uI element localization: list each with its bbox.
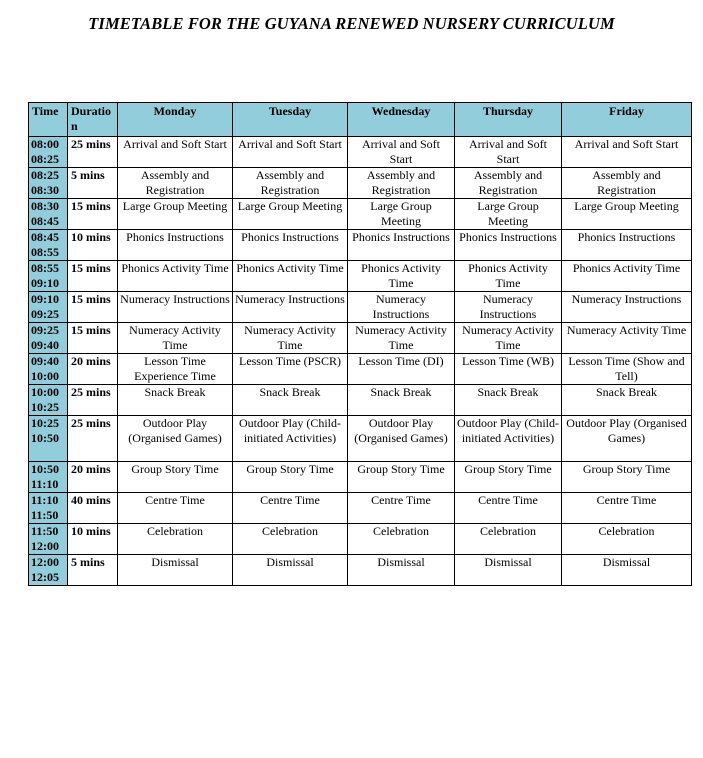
activity-cell-tuesday: Group Story Time [233, 462, 348, 493]
time-cell [29, 555, 68, 586]
activity-cell-thursday: Centre Time [455, 493, 562, 524]
activity-cell-monday: Centre Time [118, 493, 233, 524]
activity-cell-tuesday: Snack Break [233, 385, 348, 416]
start-time: 12:00 [31, 555, 59, 569]
activity-cell-tuesday: Arrival and Soft Start [233, 137, 348, 168]
activity-cell-friday: Large Group Meeting [562, 199, 692, 230]
activity-cell-monday: Group Story Time [118, 462, 233, 493]
start-time: 08:00 [31, 137, 59, 151]
activity-cell-tuesday: Celebration [233, 524, 348, 555]
duration-cell: 20 mins [68, 462, 118, 493]
activity-cell-thursday: Assembly and Registration [455, 168, 562, 199]
activity-cell-wednesday: Snack Break [348, 385, 455, 416]
duration-cell: 20 mins [68, 354, 118, 385]
activity-cell-wednesday: Dismissal [348, 555, 455, 586]
end-time: 08:55 [31, 245, 59, 259]
start-time: 09:40 [31, 354, 59, 368]
activity-cell-thursday: Numeracy Instructions [455, 292, 562, 323]
activity-cell-monday: Lesson Time Experience Time [118, 354, 233, 385]
activity-cell-wednesday: Numeracy Activity Time [348, 323, 455, 354]
activity-cell-thursday: Arrival and Soft Start [455, 137, 562, 168]
duration-cell: 25 mins [68, 385, 118, 416]
time-cell [29, 385, 68, 416]
activity-cell-monday: Phonics Instructions [118, 230, 233, 261]
start-time: 11:10 [31, 493, 59, 507]
activity-cell-thursday: Lesson Time (WB) [455, 354, 562, 385]
table-row [29, 524, 692, 555]
table-row [29, 168, 692, 199]
start-time: 09:25 [31, 323, 59, 337]
activity-cell-tuesday: Numeracy Activity Time [233, 323, 348, 354]
end-time: 08:45 [31, 214, 59, 228]
activity-cell-wednesday: Phonics Instructions [348, 230, 455, 261]
end-time: 11:10 [31, 477, 59, 491]
activity-cell-monday: Phonics Activity Time [118, 261, 233, 292]
activity-cell-wednesday: Assembly and Registration [348, 168, 455, 199]
activity-cell-friday: Dismissal [562, 555, 692, 586]
activity-cell-wednesday: Arrival and Soft Start [348, 137, 455, 168]
table-row [29, 493, 692, 524]
activity-cell-wednesday: Celebration [348, 524, 455, 555]
duration-cell: 25 mins [68, 137, 118, 168]
activity-cell-friday: Phonics Instructions [562, 230, 692, 261]
activity-cell-monday: Arrival and Soft Start [118, 137, 233, 168]
end-time: 09:40 [31, 338, 59, 352]
activity-cell-monday: Snack Break [118, 385, 233, 416]
activity-cell-monday: Dismissal [118, 555, 233, 586]
end-time: 12:00 [31, 539, 59, 553]
activity-cell-friday: Celebration [562, 524, 692, 555]
table-row [29, 354, 692, 385]
duration-cell: 40 mins [68, 493, 118, 524]
activity-cell-tuesday: Phonics Activity Time [233, 261, 348, 292]
activity-cell-monday: Numeracy Activity Time [118, 323, 233, 354]
activity-cell-thursday: Phonics Instructions [455, 230, 562, 261]
start-time: 08:45 [31, 230, 59, 244]
activity-cell-tuesday: Large Group Meeting [233, 199, 348, 230]
duration-cell: 15 mins [68, 292, 118, 323]
activity-cell-thursday: Outdoor Play (Child-initiated Activities) [455, 416, 562, 462]
time-column-header: Time [29, 103, 68, 137]
end-time: 08:25 [31, 152, 59, 166]
header-row [29, 103, 692, 137]
time-cell [29, 354, 68, 385]
time-cell [29, 230, 68, 261]
activity-cell-friday: Numeracy Activity Time [562, 323, 692, 354]
activity-cell-wednesday: Lesson Time (DI) [348, 354, 455, 385]
time-cell [29, 462, 68, 493]
start-time: 10:00 [31, 385, 59, 399]
duration-cell: 15 mins [68, 261, 118, 292]
activity-cell-tuesday: Assembly and Registration [233, 168, 348, 199]
activity-cell-thursday: Dismissal [455, 555, 562, 586]
duration-cell: 5 mins [68, 555, 118, 586]
start-time: 08:30 [31, 199, 59, 213]
day-header-friday: Friday [562, 103, 692, 137]
time-cell [29, 416, 68, 462]
activity-cell-friday: Arrival and Soft Start [562, 137, 692, 168]
activity-cell-thursday: Phonics Activity Time [455, 261, 562, 292]
activity-cell-tuesday: Dismissal [233, 555, 348, 586]
duration-cell: 15 mins [68, 323, 118, 354]
table-row [29, 323, 692, 354]
activity-cell-wednesday: Numeracy Instructions [348, 292, 455, 323]
activity-cell-thursday: Large Group Meeting [455, 199, 562, 230]
table-row [29, 261, 692, 292]
activity-cell-monday: Assembly and Registration [118, 168, 233, 199]
duration-cell: 15 mins [68, 199, 118, 230]
activity-cell-friday: Phonics Activity Time [562, 261, 692, 292]
start-time: 10:25 [31, 416, 59, 430]
activity-cell-friday: Assembly and Registration [562, 168, 692, 199]
activity-cell-friday: Centre Time [562, 493, 692, 524]
activity-cell-monday: Numeracy Instructions [118, 292, 233, 323]
table-row [29, 385, 692, 416]
duration-column-header: Duration [68, 103, 118, 137]
time-cell [29, 323, 68, 354]
activity-cell-monday: Outdoor Play (Organised Games) [118, 416, 233, 462]
table-row [29, 555, 692, 586]
time-cell [29, 261, 68, 292]
table-row [29, 292, 692, 323]
end-time: 09:10 [31, 276, 59, 290]
start-time: 08:55 [31, 261, 59, 275]
activity-cell-tuesday: Centre Time [233, 493, 348, 524]
end-time: 11:50 [31, 508, 59, 522]
table-row [29, 416, 692, 462]
day-header-wednesday: Wednesday [348, 103, 455, 137]
start-time: 08:25 [31, 168, 59, 182]
time-cell [29, 168, 68, 199]
activity-cell-friday: Outdoor Play (Organised Games) [562, 416, 692, 462]
activity-cell-wednesday: Phonics Activity Time [348, 261, 455, 292]
activity-cell-wednesday: Centre Time [348, 493, 455, 524]
time-cell [29, 292, 68, 323]
activity-cell-tuesday: Lesson Time (PSCR) [233, 354, 348, 385]
time-cell [29, 524, 68, 555]
activity-cell-tuesday: Numeracy Instructions [233, 292, 348, 323]
end-time: 10:25 [31, 400, 59, 414]
table-row [29, 230, 692, 261]
activity-cell-wednesday: Outdoor Play (Organised Games) [348, 416, 455, 462]
start-time: 10:50 [31, 462, 59, 476]
time-cell [29, 493, 68, 524]
table-row [29, 137, 692, 168]
time-cell [29, 137, 68, 168]
activity-cell-tuesday: Phonics Instructions [233, 230, 348, 261]
end-time: 09:25 [31, 307, 59, 321]
activity-cell-tuesday: Outdoor Play (Child-initiated Activities) [233, 416, 348, 462]
day-header-thursday: Thursday [455, 103, 562, 137]
activity-cell-friday: Numeracy Instructions [562, 292, 692, 323]
duration-cell: 5 mins [68, 168, 118, 199]
activity-cell-wednesday: Group Story Time [348, 462, 455, 493]
timetable-body [29, 137, 692, 586]
duration-cell: 10 mins [68, 524, 118, 555]
start-time: 11:50 [31, 524, 59, 538]
activity-cell-friday: Snack Break [562, 385, 692, 416]
end-time: 10:50 [31, 431, 59, 445]
activity-cell-thursday: Celebration [455, 524, 562, 555]
timetable [28, 102, 692, 586]
duration-cell: 10 mins [68, 230, 118, 261]
day-header-monday: Monday [118, 103, 233, 137]
table-row [29, 462, 692, 493]
end-time: 10:00 [31, 369, 59, 383]
table-row [29, 199, 692, 230]
activity-cell-thursday: Group Story Time [455, 462, 562, 493]
activity-cell-friday: Lesson Time (Show and Tell) [562, 354, 692, 385]
activity-cell-thursday: Snack Break [455, 385, 562, 416]
duration-cell: 25 mins [68, 416, 118, 462]
time-cell [29, 199, 68, 230]
end-time: 08:30 [31, 183, 59, 197]
activity-cell-monday: Celebration [118, 524, 233, 555]
start-time: 09:10 [31, 292, 59, 306]
activity-cell-wednesday: Large Group Meeting [348, 199, 455, 230]
day-header-tuesday: Tuesday [233, 103, 348, 137]
activity-cell-thursday: Numeracy Activity Time [455, 323, 562, 354]
end-time: 12:05 [31, 570, 59, 584]
activity-cell-friday: Group Story Time [562, 462, 692, 493]
activity-cell-monday: Large Group Meeting [118, 199, 233, 230]
document-title: TIMETABLE FOR THE GUYANA RENEWED NURSERY CURRICULUM [88, 14, 615, 33]
